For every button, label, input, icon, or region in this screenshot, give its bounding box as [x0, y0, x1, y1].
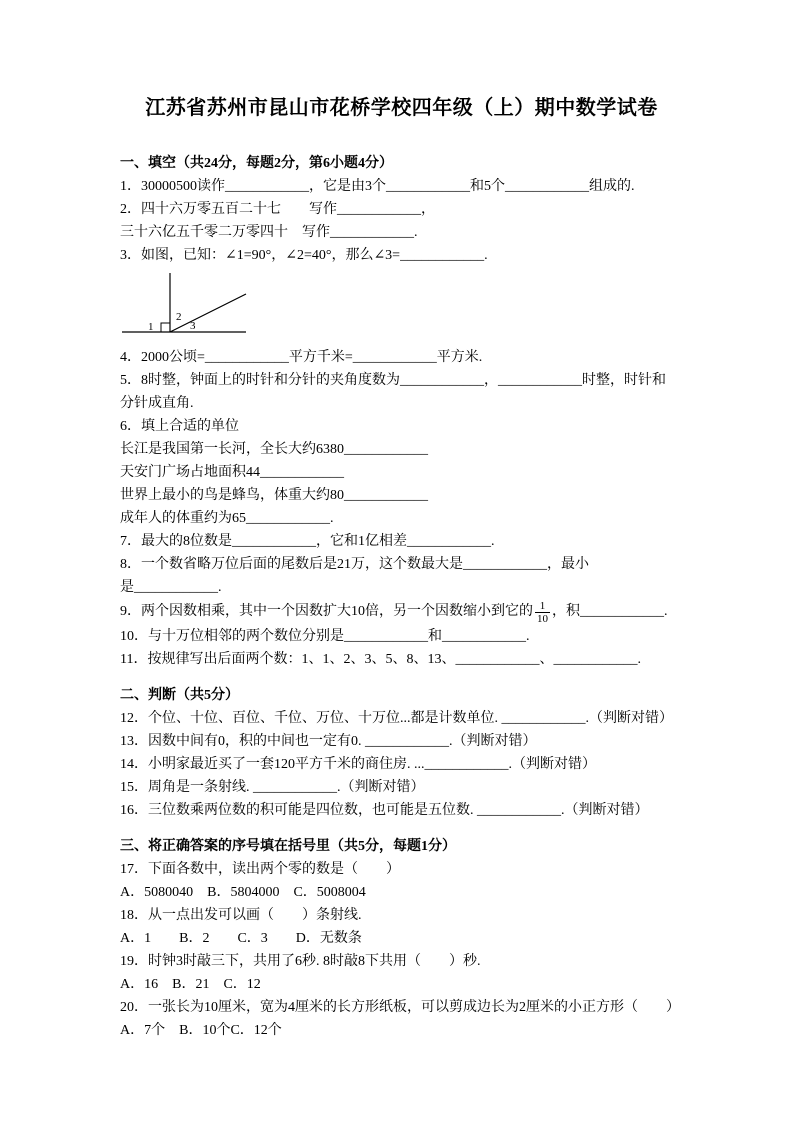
question-16: 16．三位数乘两位数的积可能是四位数，也可能是五位数. ____________.（判断对错）	[120, 803, 649, 818]
question-3: 3．如图，已知：∠1=90°，∠2=40°，那么∠3=____________.	[120, 248, 488, 263]
question-19-options: A．16 B．21 C．12	[120, 977, 261, 992]
angle-figure	[120, 270, 683, 342]
question-6-item-1: 长江是我国第一长河，全长大约6380____________	[120, 442, 428, 457]
question-20: 20．一张长为10厘米，宽为4厘米的长方形纸板，可以剪成边长为2厘米的小正方形（ ）	[120, 1000, 680, 1015]
question-12: 12．个位、十位、百位、千位、万位、十万位...都是计数单位. ____________.（判断对错）	[120, 711, 673, 726]
question-20-options: A．7个 B．10个C．12个	[120, 1023, 282, 1038]
question-2-line-1: 2．四十六万零五百二十七 写作____________，	[120, 202, 435, 217]
question-6: 6．填上合适的单位	[120, 419, 239, 434]
question-10: 10．与十万位相邻的两个数位分别是____________和____________.	[120, 629, 530, 644]
right-angle-marker	[161, 323, 170, 332]
question-6-item-4: 成年人的体重约为65____________.	[120, 511, 334, 526]
section-3-heading: 三、将正确答案的序号填在括号里（共5分，每题1分）	[120, 839, 456, 854]
question-6-item-3: 世界上最小的鸟是蜂鸟，体重大约80____________	[120, 488, 428, 503]
question-13: 13．因数中间有0，积的中间也一定有0. ____________.（判断对错）	[120, 734, 537, 749]
question-17: 17．下面各数中，读出两个零的数是（ ）	[120, 862, 400, 877]
question-5-line-1: 5．8时整，钟面上的时针和分针的夹角度数为____________，____________时整，时针和	[120, 373, 666, 388]
question-8-line-2: 是____________.	[120, 580, 222, 595]
angle-figure-svg	[120, 270, 252, 342]
angle-2-label: 2	[176, 311, 182, 323]
question-6-item-2: 天安门广场占地面积44____________	[120, 465, 344, 480]
question-14: 14．小明家最近买了一套120平方千米的商住房. ...____________.（判断对错）	[120, 757, 596, 772]
section-2-heading: 二、判断（共5分）	[120, 688, 239, 703]
question-15: 15．周角是一条射线. ____________.（判断对错）	[120, 780, 425, 795]
question-17-options: A．5080040 B．5804000 C．5008004	[120, 885, 366, 900]
question-9-text-post: ，积____________.	[552, 604, 668, 619]
question-4: 4．2000公顷=____________平方千米=____________平方米.	[120, 350, 483, 365]
question-2-line-2: 三十六亿五千零二万零四十 写作____________.	[120, 225, 418, 240]
question-7: 7．最大的8位数是____________，它和1亿相差____________.	[120, 534, 495, 549]
fraction-denominator: 10	[537, 613, 548, 625]
question-9	[120, 599, 683, 625]
angle-3-label: 3	[190, 320, 196, 332]
fraction-numerator: 1	[535, 600, 550, 613]
angle-1-label: 1	[148, 321, 154, 333]
question-5-line-2: 分针成直角.	[120, 396, 194, 411]
section-1-heading: 一、填空（共24分，每题2分，第6小题4分）	[120, 156, 393, 171]
question-18: 18．从一点出发可以画（ ）条射线.	[120, 908, 362, 923]
fraction-one-tenth	[535, 600, 550, 625]
question-9-text-pre: 9．两个因数相乘，其中一个因数扩大10倍，另一个因数缩小到它的	[120, 604, 533, 619]
page-title: 江苏省苏州市昆山市花桥学校四年级（上）期中数学试卷	[145, 97, 658, 119]
question-19: 19．时钟3时敲三下，共用了6秒. 8时敲8下共用（ ）秒.	[120, 954, 481, 969]
question-1: 1．30000500读作____________，它是由3个____________和5个____________组成的.	[120, 179, 635, 194]
question-8-line-1: 8．一个数省略万位后面的尾数后是21万，这个数最大是____________，最小	[120, 557, 589, 572]
question-18-options: A．1 B．2 C．3 D．无数条	[120, 931, 362, 946]
question-11: 11．按规律写出后面两个数：1、1、2、3、5、8、13、____________、____________.	[120, 652, 641, 667]
